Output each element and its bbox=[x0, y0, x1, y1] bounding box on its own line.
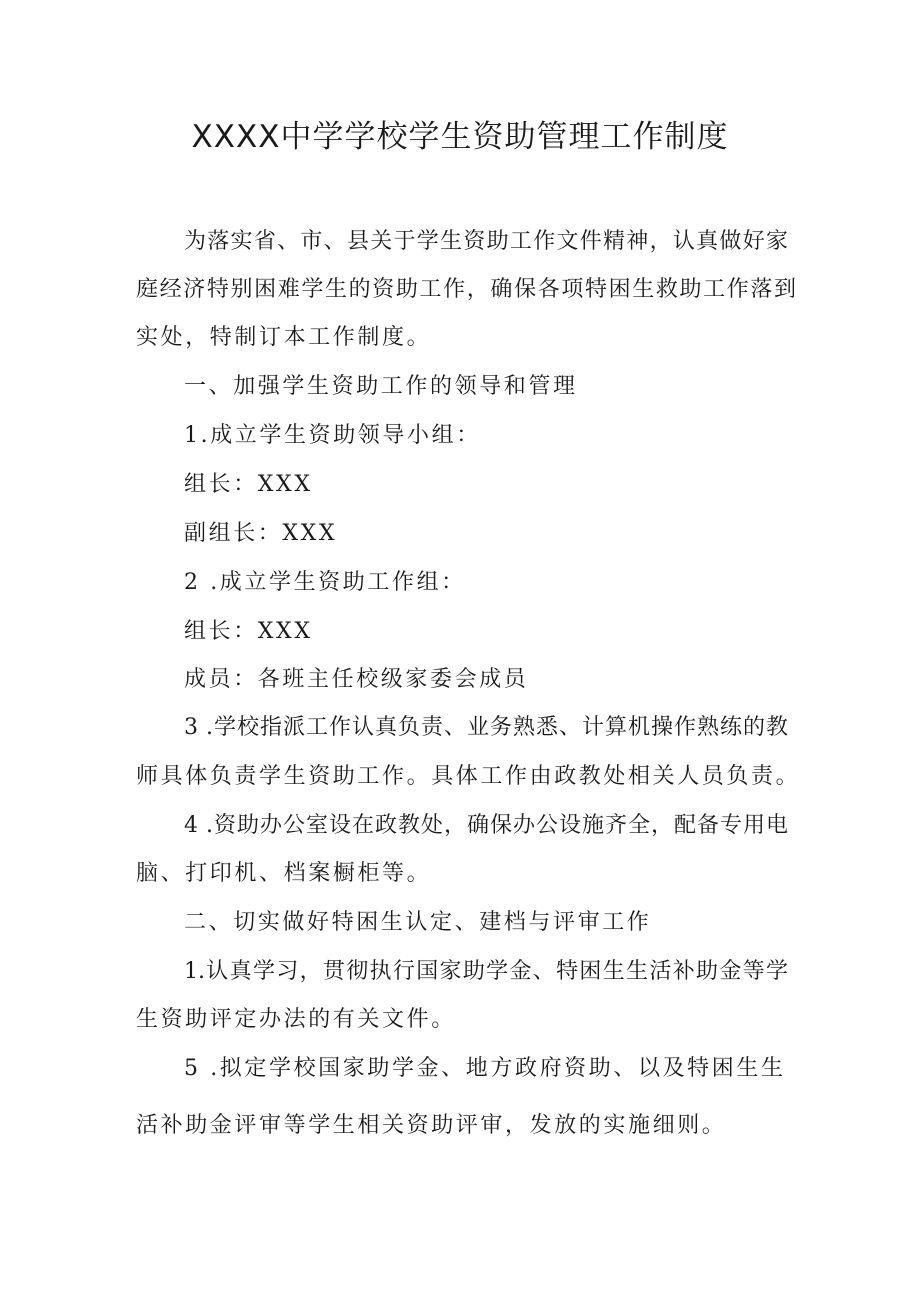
paragraph-line: 1.成立学生资助领导小组： bbox=[184, 423, 481, 448]
paragraph-line: 副组长：XXX bbox=[184, 521, 338, 546]
document-title: XXXX中学学校学生资助管理工作制度 bbox=[191, 119, 729, 155]
paragraph-line: 实处，特制订本工作制度。 bbox=[136, 325, 432, 350]
paragraph-line: 庭经济特别困难学生的资助工作，确保各项特困生救助工作落到 bbox=[136, 277, 796, 302]
section-heading: 二、切实做好特困生认定、建档与评审工作 bbox=[184, 910, 652, 935]
paragraph-line: 5 .拟定学校国家助学金、地方政府资助、以及特困生生 bbox=[184, 1056, 786, 1081]
paragraph-line: 2 .成立学生资助工作组： bbox=[184, 570, 466, 595]
paragraph-line: 4 .资助办公室设在政教处，确保办公设施齐全，配备专用电 bbox=[184, 813, 788, 838]
paragraph-line: 为落实省、市、县关于学生资助工作文件精神，认真做好家 bbox=[184, 229, 788, 254]
paragraph-line: 组长：XXX bbox=[184, 619, 313, 644]
paragraph-line: 3 .学校指派工作认真负责、业务熟悉、计算机操作熟练的教 bbox=[184, 715, 788, 740]
paragraph-line: 1.认真学习，贯彻执行国家助学金、特困生生活补助金等学 bbox=[184, 959, 788, 984]
paragraph-line: 生资助评定办法的有关文件。 bbox=[136, 1007, 456, 1032]
paragraph-line: 脑、打印机、档案橱柜等。 bbox=[136, 861, 432, 886]
paragraph-line: 活补助金评审等学生相关资助评审，发放的实施细则。 bbox=[136, 1113, 727, 1138]
paragraph-line: 组长：XXX bbox=[184, 472, 313, 497]
paragraph-line: 师具体负责学生资助工作。具体工作由政教处相关人员负责。 bbox=[136, 764, 801, 789]
paragraph-line: 成员：各班主任校级家委会成员 bbox=[184, 667, 529, 692]
section-heading: 一、加强学生资助工作的领导和管理 bbox=[184, 374, 578, 399]
